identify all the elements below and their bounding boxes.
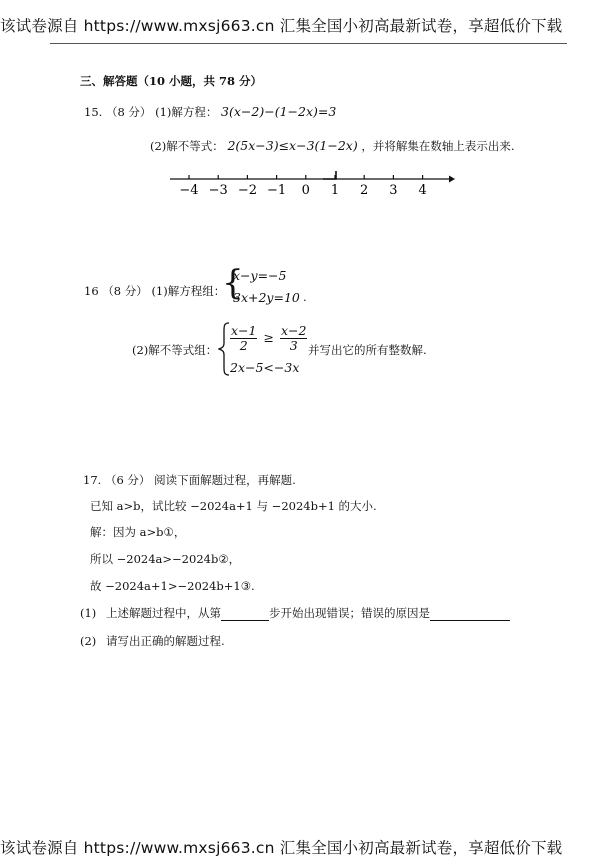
q15-score: （8 分） xyxy=(105,105,152,119)
q16-part2-instruction: 并写出它的所有整数解. xyxy=(308,343,427,357)
q15-part2 xyxy=(150,138,515,154)
number-line xyxy=(165,163,455,201)
source-banner-bottom: 该试卷源自 https://www.mxsj663.cn 汇集全国小初高最新试卷，享超低价下载 xyxy=(0,839,563,857)
q15-header xyxy=(84,104,336,120)
q17-step-3: 故 −2024a+1>−2024b+1③. xyxy=(90,579,255,593)
fraction-1: $\frac{x-1}{2}$ xyxy=(231,323,257,353)
solution-set-marker xyxy=(323,171,336,179)
q15-part2-label: (2)解不等式： xyxy=(150,139,224,153)
q17-ask-1-label: (1) xyxy=(80,606,97,620)
number-line-label: −4 xyxy=(179,183,199,198)
q17-given: 已知 a>b，试比较 −2024a+1 与 −2024b+1 的大小. xyxy=(90,499,377,513)
q15-inequality: 2(5x−3)≤x−3(1−2x) xyxy=(227,138,358,153)
q15-part2-instruction: ，并将解集在数轴上表示出来. xyxy=(361,139,515,153)
header-divider xyxy=(50,43,567,44)
answer-blank-reason[interactable] xyxy=(430,608,510,621)
inequality-1: $\frac{x-1}{2}$ ≥ $\frac{x-2}{3}$ xyxy=(231,323,307,353)
number-line-label: −3 xyxy=(208,183,228,198)
q17-ask-2: (2) 请写出正确的解题过程. xyxy=(80,634,225,648)
q15-number: 15. xyxy=(84,105,103,119)
system-brace-1: { xyxy=(222,263,244,303)
q16-number: 16 xyxy=(84,284,99,298)
answer-blank-step[interactable] xyxy=(221,608,269,621)
q17-step-1: 解：因为 a>b①， xyxy=(90,525,186,539)
q17-header xyxy=(83,472,296,488)
number-line-arrow xyxy=(449,176,455,183)
number-line-label: 3 xyxy=(389,183,398,198)
q17-step-2: 所以 −2024a>−2024b②， xyxy=(90,552,241,566)
number-line-label: 1 xyxy=(330,183,340,198)
q17-ask-1: (1) 上述解题过程中，从第 步开始出现错误；错误的原因是 xyxy=(80,605,510,621)
number-line-label: 0 xyxy=(301,183,310,198)
q16-header xyxy=(84,283,225,299)
source-banner-top: 该试卷源自 https://www.mxsj663.cn 汇集全国小初高最新试卷，享超低价下载 xyxy=(0,17,563,35)
q17-intro: 阅读下面解题过程，再解题. xyxy=(154,473,296,487)
section-title: 三、解答题（10 小题，共 78 分） xyxy=(80,74,263,88)
system-period: . xyxy=(303,290,307,304)
q16-part1-label: (1)解方程组： xyxy=(151,284,226,298)
q15-part1-label: (1)解方程： xyxy=(155,105,218,119)
number-line-label: −2 xyxy=(237,183,257,198)
system-equation-2: 3x+2y=10 xyxy=(233,290,300,305)
q15-equation: 3(x−2)−(1−2x)=3 xyxy=(221,104,337,119)
fraction-2: $\frac{x-2}{3}$ xyxy=(280,323,307,353)
system-equation-1: x−y=−5 xyxy=(233,268,287,283)
q17-score: （6 分） xyxy=(104,473,151,487)
q16-part2-label: (2)解不等式组： xyxy=(132,343,218,357)
number-line-label: 4 xyxy=(418,183,427,198)
q16-score: （8 分） xyxy=(102,284,148,298)
number-line-label: 2 xyxy=(360,183,369,198)
number-line-label: −1 xyxy=(267,183,287,198)
q17-ask-2-label: (2) xyxy=(80,634,97,648)
q17-number: 17. xyxy=(83,473,102,487)
inequality-2: 2x−5<−3x xyxy=(230,360,300,375)
